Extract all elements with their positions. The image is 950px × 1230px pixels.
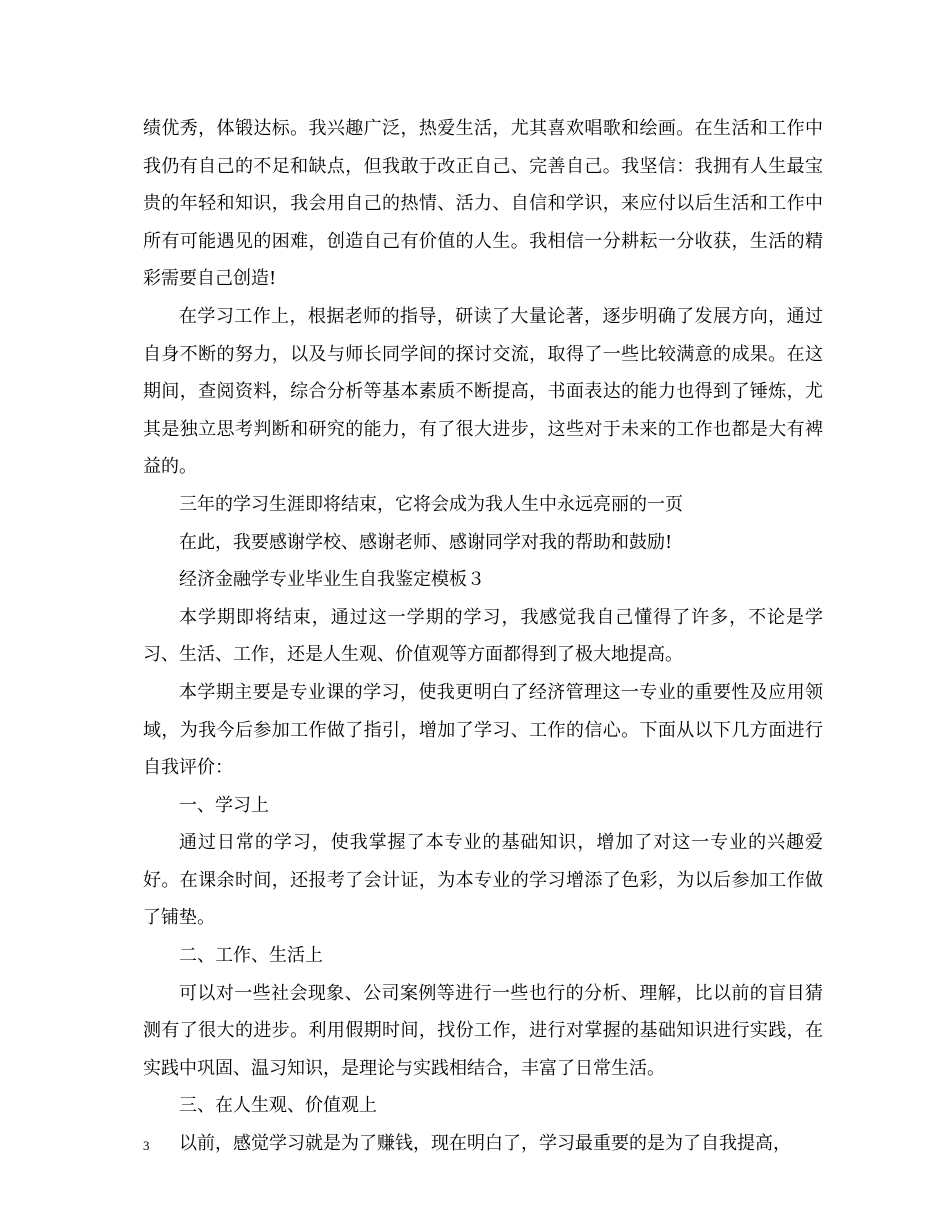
paragraph-8: 可以对一些社会现象、公司案例等进行一些也行的分析、理解，比以前的盲目猜测有了很大的进步。利用假期时间，找份工作，进行对掌握的基础知识进行实践，在实践中巩固、温习知识，是理论与实践相结合，丰富了日常生活。 — [143, 982, 823, 1079]
paragraph-1: 绩优秀，体锻达标。我兴趣广泛，热爱生活，尤其喜欢唱歌和绘画。在生活和工作中我仍有自己的不足和缺点，但我敢于改正自己、完善自己。我坚信：我拥有人生最宝贵的年轻和知识，我会用自己的热情、活力、自信和学识，来应付以后生活和工作中所有可能遇见的困难，创造自己有价值的人生。我相信一分耕耘一分收获，生活的精彩需要自己创造! — [143, 118, 823, 290]
paragraph-4: 在此，我要感谢学校、感谢老师、感谢同学对我的帮助和鼓励! — [179, 531, 673, 553]
paragraph-9: 以前，感觉学习就是为了赚钱，现在明白了，学习最重要的是为了自我提高， — [179, 1133, 791, 1155]
document-body — [143, 110, 823, 1163]
heading-study: 一、学习上 — [179, 794, 269, 816]
paragraph-6: 本学期主要是专业课的学习，使我更明白了经济管理这一专业的重要性及应用领域，为我今后参加工作做了指引，增加了学习、工作的信心。下面从以下几方面进行自我评价： — [143, 681, 823, 779]
heading-values: 三、在人生观、价值观上 — [179, 1095, 377, 1117]
heading-work-life: 二、工作、生活上 — [179, 945, 323, 967]
section-title: 经济金融学专业毕业生自我鉴定模板３ — [179, 569, 485, 591]
page-number: 3 — [143, 1138, 150, 1153]
paragraph-7: 通过日常的学习，使我掌握了本专业的基础知识，增加了对这一专业的兴趣爱好。在课余时间，还报考了会计证，为本专业的学习增添了色彩，为以后参加工作做了铺垫。 — [143, 832, 823, 929]
paragraph-2: 在学习工作上，根据老师的指导，研读了大量论著，逐步明确了发展方向，通过自身不断的努力，以及与师长同学间的探讨交流，取得了一些比较满意的成果。在这期间，查阅资料，综合分析等基本素质不断提高，书面表达的能力也得到了锤炼，尤其是独立思考判断和研究的能力，有了很大进步，这些对于未来的工作也都是大有裨益的。 — [143, 305, 823, 478]
paragraph-3: 三年的学习生涯即将结束，它将会成为我人生中永远亮丽的一页 — [179, 493, 683, 515]
paragraph-5: 本学期即将结束，通过这一学期的学习，我感觉我自己懂得了许多，不论是学习、生活、工作，还是人生观、价值观等方面都得到了极大地提高。 — [143, 606, 823, 666]
